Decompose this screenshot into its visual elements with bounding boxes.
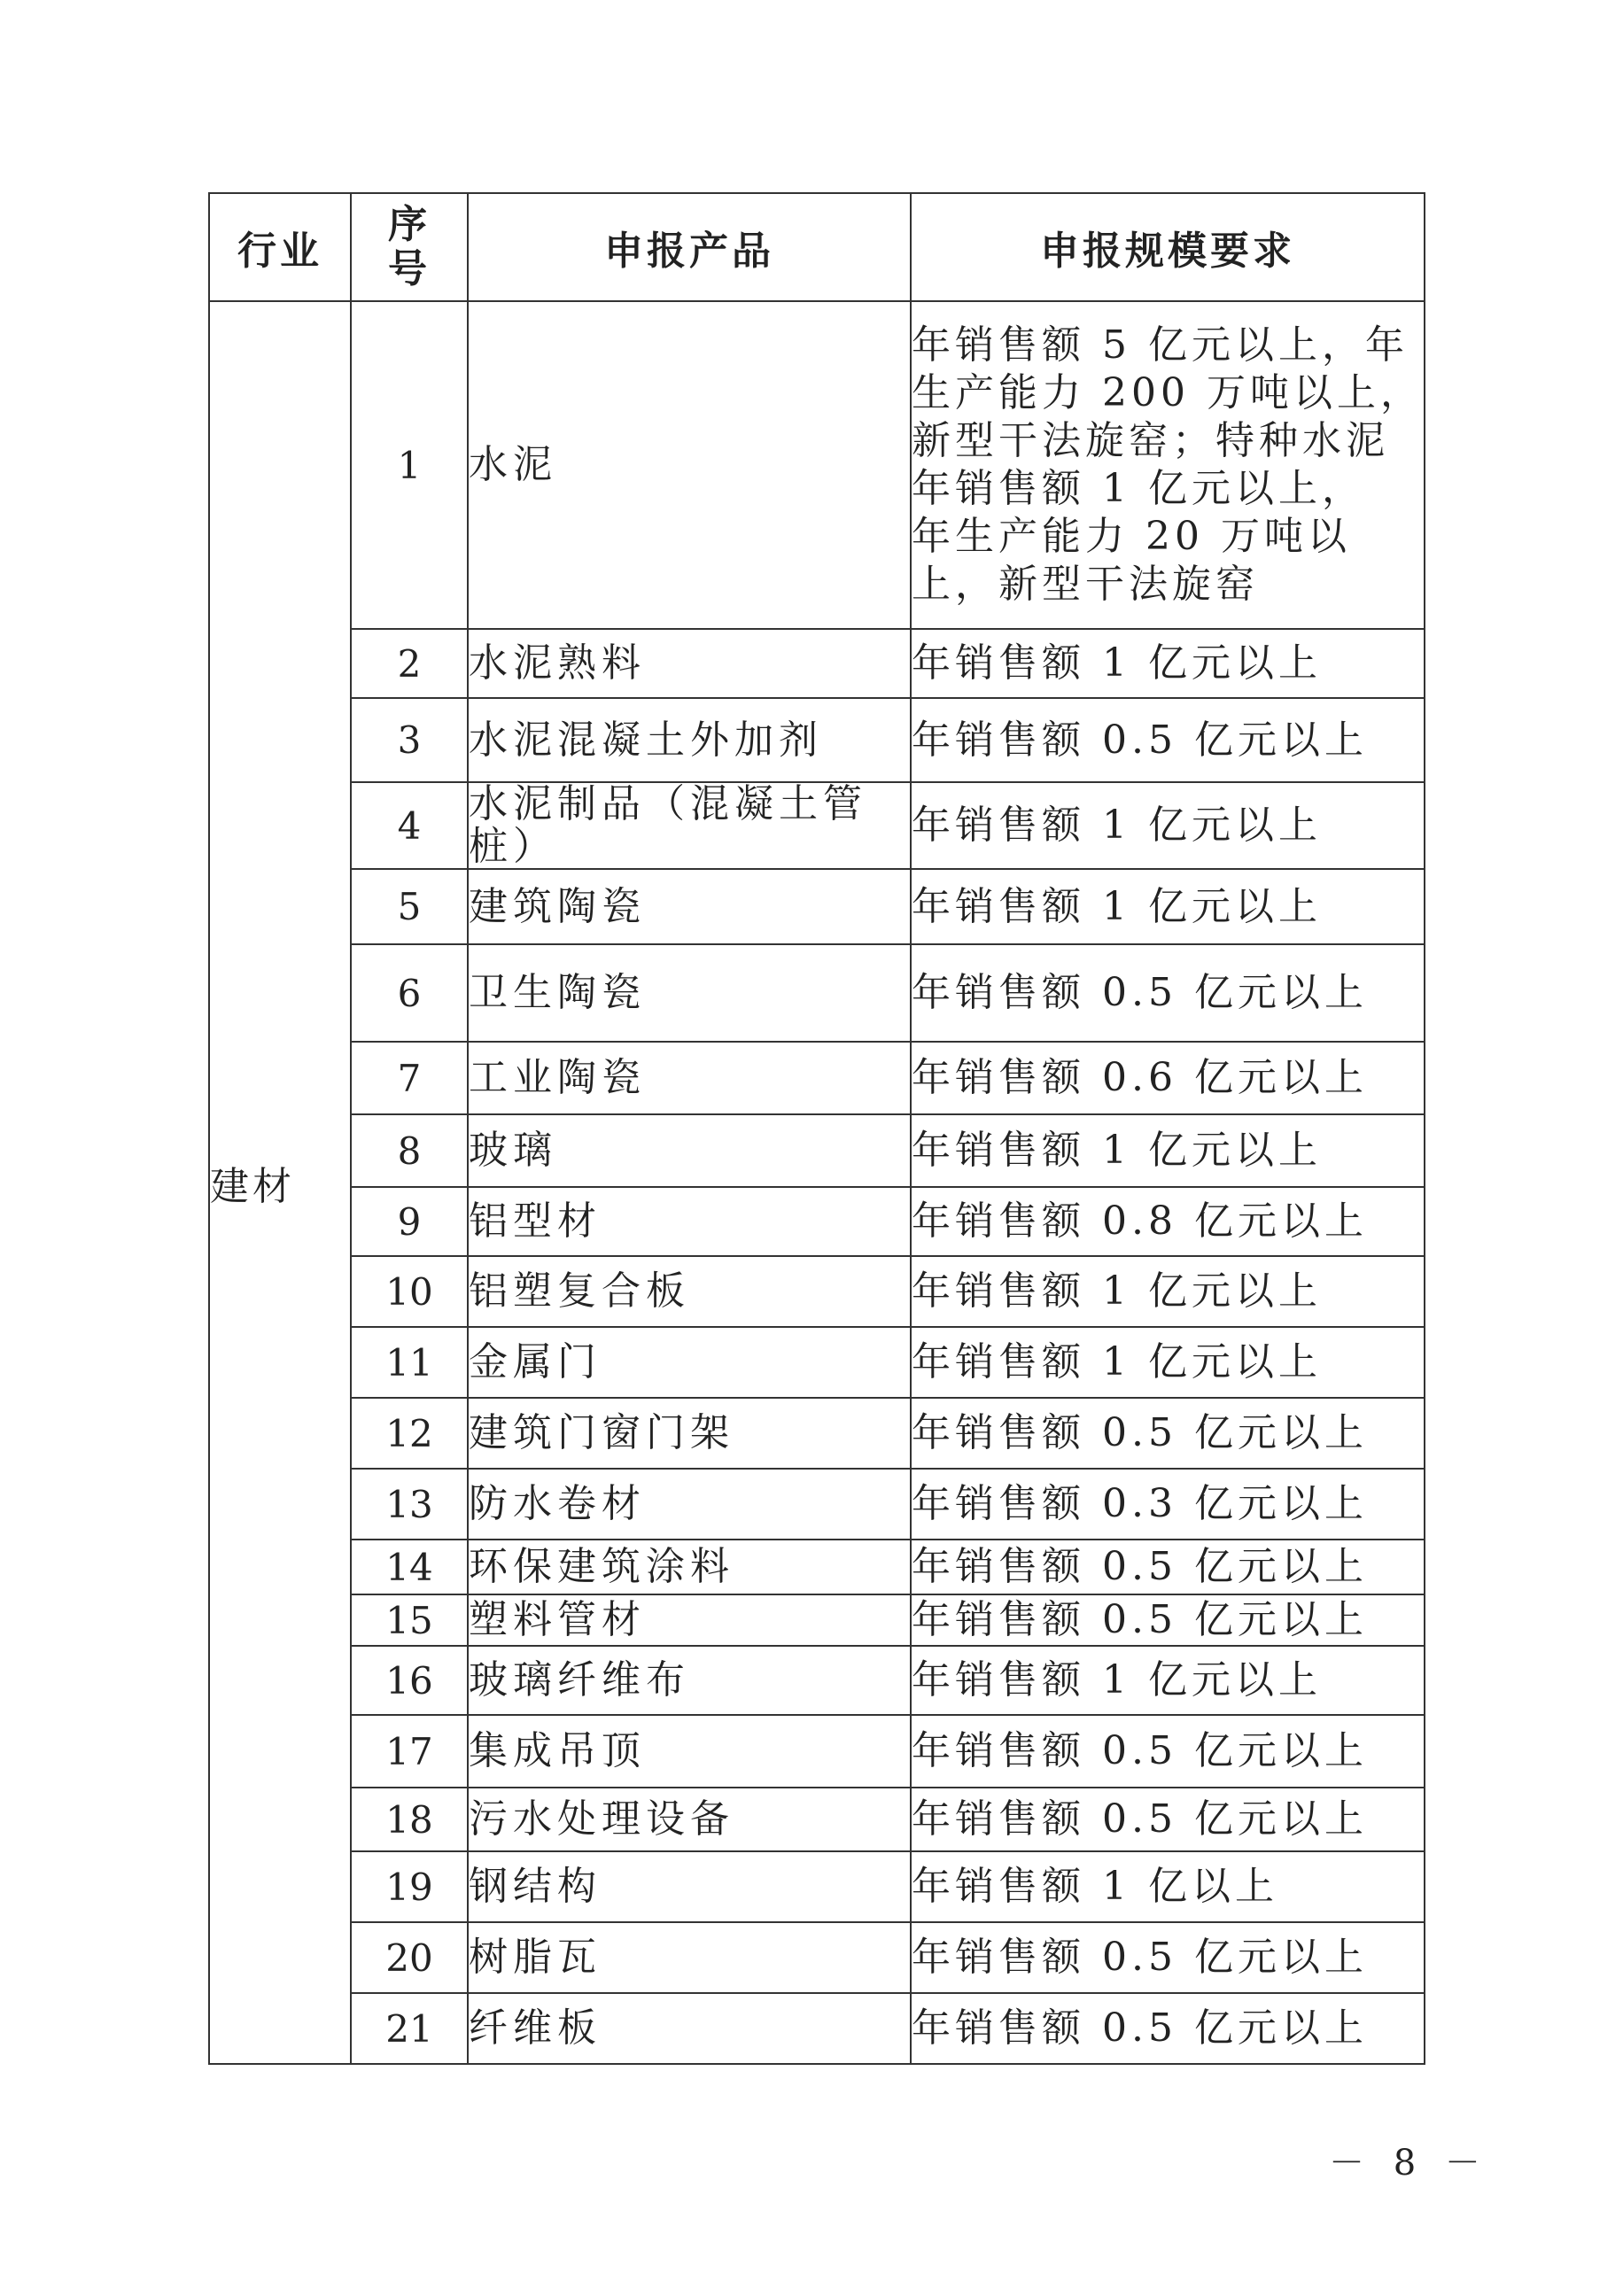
table-row bbox=[209, 944, 1425, 1042]
table-row bbox=[209, 1993, 1425, 2064]
seq-cell: 11 bbox=[351, 1327, 468, 1398]
product-cell: 工业陶瓷 bbox=[468, 1042, 911, 1114]
header-industry: 行业 bbox=[209, 193, 351, 301]
requirement-cell: 年销售额 1 亿元以上 bbox=[911, 1327, 1425, 1398]
product-cell: 塑料管材 bbox=[468, 1594, 911, 1646]
header-seq-line1: 序 bbox=[388, 202, 431, 247]
table-row bbox=[209, 629, 1425, 698]
requirement-cell: 年销售额 0.5 亿元以上 bbox=[911, 1993, 1425, 2064]
seq-cell: 18 bbox=[351, 1788, 468, 1851]
seq-cell: 2 bbox=[351, 629, 468, 698]
product-cell: 建筑门窗门架 bbox=[468, 1398, 911, 1469]
product-requirements-table bbox=[208, 192, 1425, 2065]
header-requirement: 申报规模要求 bbox=[911, 193, 1425, 301]
seq-cell: 6 bbox=[351, 944, 468, 1042]
product-cell: 钢结构 bbox=[468, 1851, 911, 1922]
table-row bbox=[209, 1327, 1425, 1398]
product-cell: 铝型材 bbox=[468, 1187, 911, 1256]
header-seq bbox=[351, 193, 468, 301]
seq-cell: 3 bbox=[351, 698, 468, 782]
product-cell: 污水处理设备 bbox=[468, 1788, 911, 1851]
seq-cell: 20 bbox=[351, 1922, 468, 1993]
requirement-cell: 年销售额 1 亿元以上 bbox=[911, 1256, 1425, 1327]
product-cell: 玻璃纤维布 bbox=[468, 1646, 911, 1715]
product-cell: 环保建筑涂料 bbox=[468, 1540, 911, 1594]
table-row bbox=[209, 1715, 1425, 1788]
requirement-cell: 年销售额 0.5 亿元以上 bbox=[911, 1398, 1425, 1469]
industry-cell: 建材 bbox=[209, 301, 351, 2064]
table-row bbox=[209, 782, 1425, 869]
product-cell: 水泥混凝土外加剂 bbox=[468, 698, 911, 782]
requirement-cell: 年销售额 0.5 亿元以上 bbox=[911, 698, 1425, 782]
page-number: － 8 － bbox=[1329, 2143, 1489, 2184]
requirement-cell: 年销售额 0.5 亿元以上 bbox=[911, 1788, 1425, 1851]
header-product: 申报产品 bbox=[468, 193, 911, 301]
requirement-cell: 年销售额 0.5 亿元以上 bbox=[911, 1594, 1425, 1646]
seq-cell: 17 bbox=[351, 1715, 468, 1788]
table-row bbox=[209, 698, 1425, 782]
product-cell: 铝塑复合板 bbox=[468, 1256, 911, 1327]
seq-cell: 8 bbox=[351, 1114, 468, 1187]
product-cell: 水泥制品（混凝土管桩） bbox=[468, 782, 911, 869]
seq-cell: 13 bbox=[351, 1469, 468, 1540]
product-cell: 建筑陶瓷 bbox=[468, 869, 911, 944]
table-row bbox=[209, 1646, 1425, 1715]
requirement-cell: 年销售额 1 亿以上 bbox=[911, 1851, 1425, 1922]
table-row bbox=[209, 869, 1425, 944]
seq-cell: 19 bbox=[351, 1851, 468, 1922]
header-seq-line2: 号 bbox=[388, 246, 431, 291]
seq-cell: 5 bbox=[351, 869, 468, 944]
requirement-cell: 年销售额 1 亿元以上 bbox=[911, 869, 1425, 944]
requirement-cell: 年销售额 0.5 亿元以上 bbox=[911, 1715, 1425, 1788]
seq-cell: 14 bbox=[351, 1540, 468, 1594]
seq-cell: 10 bbox=[351, 1256, 468, 1327]
seq-cell: 1 bbox=[351, 301, 468, 629]
product-cell: 纤维板 bbox=[468, 1993, 911, 2064]
product-cell: 集成吊顶 bbox=[468, 1715, 911, 1788]
requirement-cell: 年销售额 5 亿元以上，年生产能力 200 万吨以上，新型干法旋窑；特种水泥年销售额 1 亿元以上， 年生产能力 20 万吨以上，新型干法旋窑 bbox=[911, 301, 1425, 629]
table-header-row bbox=[209, 193, 1425, 301]
requirement-cell: 年销售额 1 亿元以上 bbox=[911, 782, 1425, 869]
table-row bbox=[209, 1788, 1425, 1851]
table-row bbox=[209, 1114, 1425, 1187]
product-cell: 卫生陶瓷 bbox=[468, 944, 911, 1042]
requirement-cell: 年销售额 0.3 亿元以上 bbox=[911, 1469, 1425, 1540]
table-body bbox=[209, 301, 1425, 2064]
seq-cell: 4 bbox=[351, 782, 468, 869]
table-row bbox=[209, 1540, 1425, 1594]
table-row bbox=[209, 1594, 1425, 1646]
requirement-cell: 年销售额 0.5 亿元以上 bbox=[911, 1540, 1425, 1594]
requirement-cell: 年销售额 0.8 亿元以上 bbox=[911, 1187, 1425, 1256]
table-row bbox=[209, 301, 1425, 629]
requirement-cell: 年销售额 1 亿元以上 bbox=[911, 629, 1425, 698]
requirement-cell: 年销售额 1 亿元以上 bbox=[911, 1646, 1425, 1715]
requirement-cell: 年销售额 0.6 亿元以上 bbox=[911, 1042, 1425, 1114]
table-row bbox=[209, 1922, 1425, 1993]
table-row bbox=[209, 1851, 1425, 1922]
product-cell: 树脂瓦 bbox=[468, 1922, 911, 1993]
table-row bbox=[209, 1469, 1425, 1540]
product-cell: 玻璃 bbox=[468, 1114, 911, 1187]
seq-cell: 12 bbox=[351, 1398, 468, 1469]
seq-cell: 16 bbox=[351, 1646, 468, 1715]
requirement-cell: 年销售额 0.5 亿元以上 bbox=[911, 944, 1425, 1042]
product-cell: 水泥熟料 bbox=[468, 629, 911, 698]
table-row bbox=[209, 1256, 1425, 1327]
table-row bbox=[209, 1398, 1425, 1469]
product-cell: 金属门 bbox=[468, 1327, 911, 1398]
product-cell: 防水卷材 bbox=[468, 1469, 911, 1540]
product-cell: 水泥 bbox=[468, 301, 911, 629]
table-row bbox=[209, 1042, 1425, 1114]
seq-cell: 9 bbox=[351, 1187, 468, 1256]
table-row bbox=[209, 1187, 1425, 1256]
seq-cell: 7 bbox=[351, 1042, 468, 1114]
requirement-cell: 年销售额 1 亿元以上 bbox=[911, 1114, 1425, 1187]
seq-cell: 15 bbox=[351, 1594, 468, 1646]
requirement-cell: 年销售额 0.5 亿元以上 bbox=[911, 1922, 1425, 1993]
seq-cell: 21 bbox=[351, 1993, 468, 2064]
